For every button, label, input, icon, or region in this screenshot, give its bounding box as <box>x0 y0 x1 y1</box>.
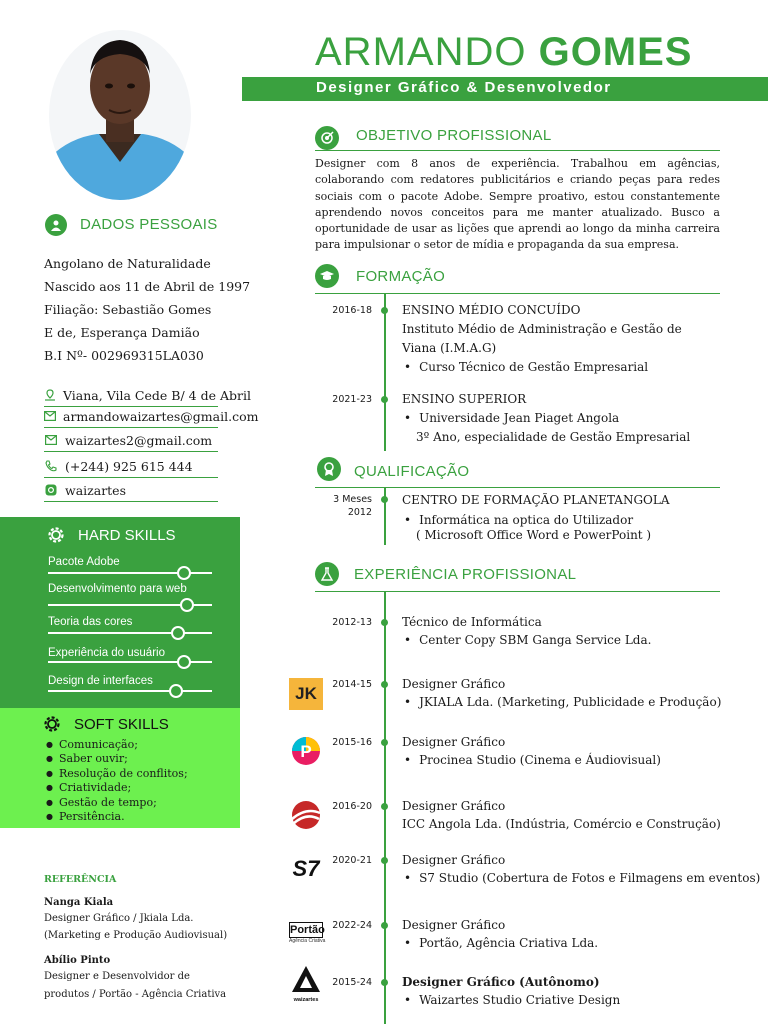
timeline-dot <box>381 681 388 688</box>
education-entry: ENSINO MÉDIO CONCUÍDO Instituto Médio de Administração e Gestão de Viana (I.M.A.G) • Curso Técnico de Gestão Empresarial <box>402 301 682 377</box>
timeline-date: 2014-15 <box>332 679 372 690</box>
timeline-dot <box>381 396 388 403</box>
experience-company: • S7 Studio (Cobertura de Fotos e Filmagens em eventos) <box>402 869 760 887</box>
personal-data-title: DADOS PESSOAIS <box>80 216 218 233</box>
hard-skill-level-knob <box>171 626 185 640</box>
reference-title: REFERÊNCIA <box>44 874 117 885</box>
timeline-dot <box>381 307 388 314</box>
experience-entry <box>402 973 620 1009</box>
reference-role: produtos / Portão - Agência Criativa <box>44 989 227 1000</box>
timeline-date: 2016-20 <box>332 801 372 812</box>
reference-role: (Marketing e Produção Audiovisual) <box>44 930 228 941</box>
phone-icon <box>44 459 58 473</box>
flask-icon <box>315 562 339 586</box>
contact-instagram[interactable]: waizartes <box>44 479 218 502</box>
hard-skill-label: Teoria das cores <box>48 616 133 628</box>
timeline-dot <box>381 496 388 503</box>
gear-icon <box>42 714 62 738</box>
list-item: ● Criatividade; <box>46 781 188 795</box>
procinea-logo <box>289 735 323 767</box>
personal-line: B.I Nº- 002969315LA030 <box>44 348 204 363</box>
icc-angola-logo <box>289 799 323 831</box>
contact-phone[interactable]: (+244) 925 615 444 <box>44 455 218 478</box>
hard-skills-title: HARD SKILLS <box>78 527 176 544</box>
list-item: ● Saber ouvir; <box>46 752 188 766</box>
instagram-icon <box>44 483 58 497</box>
svg-text:P: P <box>300 742 312 761</box>
reference-role: Designer e Desenvolvidor de <box>44 971 190 982</box>
hard-skill-bar <box>48 690 212 692</box>
email-icon <box>44 433 58 447</box>
timeline-date: 2020-21 <box>332 855 372 866</box>
list-item: ● Persitência. <box>46 810 188 824</box>
divider <box>315 487 720 488</box>
portao-logo: Portão Agência Criativa <box>289 924 326 944</box>
divider <box>315 150 720 151</box>
experience-entry <box>402 797 721 833</box>
personal-line: Nascido aos 11 de Abril de 1997 <box>44 279 251 294</box>
hard-skill-level-knob <box>177 655 191 669</box>
timeline-dot <box>381 922 388 929</box>
timeline-date: 2016-18 <box>332 305 372 316</box>
contact-email[interactable]: waizartes2@gmail.com <box>44 429 218 452</box>
contact-address: Viana, Vila Cede B/ 4 de Abril <box>44 384 218 407</box>
timeline-dot <box>381 803 388 810</box>
hard-skill-level-knob <box>177 566 191 580</box>
reference-name: Abílio Pinto <box>44 955 111 966</box>
award-icon <box>317 457 341 481</box>
hard-skill-level-knob <box>169 684 183 698</box>
education-title: FORMAÇÃO <box>356 268 446 285</box>
experience-company: • Portão, Agência Criativa Lda. <box>402 934 598 952</box>
timeline-date: 2015-16 <box>332 737 372 748</box>
experience-entry <box>402 613 651 649</box>
education-entry: ENSINO SUPERIOR • Universidade Jean Piaget Angola 3º Ano, especialidade de Gestão Empresarial <box>402 390 690 447</box>
timeline-dot <box>381 857 388 864</box>
experience-company: • Waizartes Studio Criative Design <box>402 991 620 1009</box>
candidate-subtitle: Designer Gráfico & Desenvolvedor <box>316 79 612 96</box>
personal-line: E de, Esperança Damião <box>44 325 200 340</box>
soft-skills-title: SOFT SKILLS <box>74 716 169 733</box>
contact-email[interactable]: armandowaizartes@gmail.com <box>44 405 218 428</box>
divider <box>315 293 720 294</box>
experience-entry <box>402 916 598 952</box>
profile-photo <box>49 30 191 200</box>
divider <box>315 591 720 592</box>
objective-title: OBJETIVO PROFISSIONAL <box>356 127 552 144</box>
user-icon <box>45 214 67 236</box>
email-icon <box>44 409 56 423</box>
timeline-date: 2015-24 <box>332 977 372 988</box>
reference-role: Designer Gráfico / Jkiala Lda. <box>44 913 194 924</box>
experience-title: EXPERIÊNCIA PROFISSIONAL <box>354 566 577 583</box>
experience-company: • Center Copy SBM Ganga Service Lda. <box>402 631 651 649</box>
experience-role: Técnico de Informática <box>402 615 542 629</box>
experience-role: Designer Gráfico <box>402 799 506 813</box>
hard-skill-label: Pacote Adobe <box>48 556 120 568</box>
experience-role: Designer Gráfico (Autônomo) <box>402 975 600 989</box>
timeline-dot <box>381 979 388 986</box>
personal-line: Angolano de Naturalidade <box>44 256 211 271</box>
target-icon <box>315 126 339 150</box>
hard-skill-label: Experiência do usuário <box>48 647 165 659</box>
experience-role: Designer Gráfico <box>402 853 506 867</box>
hard-skill-label: Desenvolvimento para web <box>48 583 187 595</box>
candidate-name: ARMANDO GOMES <box>315 30 693 74</box>
timeline-dot <box>381 739 388 746</box>
timeline-date: 2012-13 <box>332 617 372 628</box>
hard-skill-bar <box>48 632 212 634</box>
experience-company: • Procinea Studio (Cinema e Áudiovisual) <box>402 751 661 769</box>
qualification-entry: CENTRO DE FORMAÇÃO PLANETANGOLA • Informática na optica do Utilizador ( Microsoft Office Word e PowerPoint ) <box>402 491 670 543</box>
location-icon <box>44 388 56 402</box>
experience-role: Designer Gráfico <box>402 735 506 749</box>
list-item: ● Gestão de tempo; <box>46 796 188 810</box>
s7-studio-logo: S7 <box>292 856 320 881</box>
jkiala-logo: JK <box>289 678 323 710</box>
experience-role: Designer Gráfico <box>402 918 506 932</box>
list-item: ● Comunicação; <box>46 738 188 752</box>
gear-icon <box>46 525 66 549</box>
list-item: ● Resolução de conflitos; <box>46 767 188 781</box>
qualification-title: QUALIFICAÇÃO <box>354 463 470 480</box>
experience-entry <box>402 733 661 769</box>
objective-text: Designer com 8 anos de experiência. Trabalhou em agências, colaborando com redatores publicitários e criando peças para redes sociais com o pacote Adobe. Sempre proativo, estou constantemente aprendendo novos conceitos para me manter atualizado. Busco a oportunidade de usar as lições que aprendi ao longo da minha carreira para impulsionar o setor de mídia e propaganda da sua empresa. <box>315 157 720 252</box>
hard-skill-label: Design de interfaces <box>48 675 153 687</box>
experience-company: • JKIALA Lda. (Marketing, Publicidade e Produção) <box>402 693 721 711</box>
graduation-cap-icon <box>315 264 339 288</box>
experience-entry <box>402 851 760 887</box>
experience-role: Designer Gráfico <box>402 677 506 691</box>
waizartes-logo: waizartes <box>289 964 323 1004</box>
timeline-date: 3 Meses 2012 <box>333 494 372 518</box>
personal-line: Filiação: Sebastião Gomes <box>44 302 212 317</box>
timeline-date: 2021-23 <box>332 394 372 405</box>
soft-skills-list <box>46 738 188 824</box>
timeline-date: 2022-24 <box>332 920 372 931</box>
reference-name: Nanga Kiala <box>44 897 114 908</box>
experience-entry <box>402 675 721 711</box>
experience-company: ICC Angola Lda. (Indústria, Comércio e Construção) <box>402 817 721 831</box>
timeline-dot <box>381 619 388 626</box>
timeline-line <box>384 293 386 451</box>
